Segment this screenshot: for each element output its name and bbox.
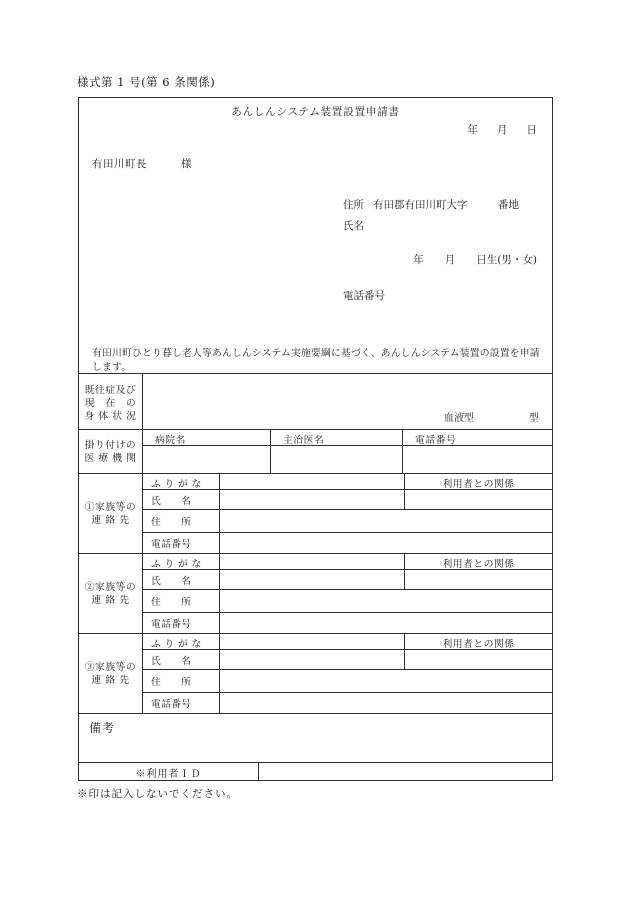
address-banchi-label: 番地 xyxy=(498,199,519,211)
medical-institution-label-row xyxy=(143,430,552,446)
medical-institution-header-line: 掛り付けの xyxy=(84,439,137,451)
name-label: 氏 名 xyxy=(143,570,220,589)
furigana-label: ふ り が な xyxy=(143,634,220,649)
name-label: 氏 名 xyxy=(143,650,220,669)
contact-1-name-input-cell xyxy=(220,490,405,509)
address-label: 住所 xyxy=(343,199,364,211)
contact-2-header-line: 連 絡 先 xyxy=(91,594,130,606)
contact-1-header-line: 連 絡 先 xyxy=(91,514,130,526)
contact-block-3 xyxy=(79,633,552,713)
contact-2-header xyxy=(79,554,143,633)
birth-day-sex-label: 日生(男・女) xyxy=(476,254,537,266)
contact-1-header xyxy=(79,474,143,553)
address-value: 有田郡有田川町大字 xyxy=(373,199,468,211)
contact-2-relation-input-cell xyxy=(405,570,552,589)
relation-label: 利用者との関係 xyxy=(442,639,515,650)
medical-institution-body xyxy=(143,430,552,473)
relation-label: 利用者との関係 xyxy=(442,559,515,570)
contact-1-relation-input-cell xyxy=(405,490,552,509)
contact-2-name-row xyxy=(143,570,552,590)
medical-institution-header xyxy=(79,430,143,473)
contact-3-furigana-input-cell xyxy=(220,634,405,649)
contact-2-furigana-input-cell xyxy=(220,554,405,569)
remarks-input-cell xyxy=(79,714,552,762)
application-form-box xyxy=(78,97,553,781)
contact-3-phone-input-cell xyxy=(220,693,552,713)
contact-2-furigana-row xyxy=(143,554,552,570)
hospital-phone-input-cell xyxy=(403,446,552,473)
hospital-name-label: 病院名 xyxy=(143,430,271,445)
medical-history-input-cell xyxy=(143,374,552,429)
date-year-label: 年 xyxy=(467,124,478,136)
blood-type-unit-label: 型 xyxy=(529,413,539,424)
address-label: 住 所 xyxy=(143,670,220,692)
contact-block-1 xyxy=(79,473,552,553)
phone-label: 電話番号 xyxy=(143,613,220,633)
birthdate-line xyxy=(413,252,537,267)
address-label: 住 所 xyxy=(143,590,220,612)
date-day-label: 日 xyxy=(526,124,537,136)
relation-label: 利用者との関係 xyxy=(442,479,515,490)
addressee-line xyxy=(92,156,192,171)
applicant-name-label: 氏名 xyxy=(343,220,364,232)
medical-institution-value-row xyxy=(143,446,552,473)
form-table xyxy=(79,373,552,781)
contact-3-name-input-cell xyxy=(220,650,405,669)
contact-3-header-line: 連 絡 先 xyxy=(91,674,130,686)
user-id-input-cell xyxy=(259,763,552,781)
furigana-label: ふ り が な xyxy=(143,554,220,569)
contact-1-header-line: ①家族等の xyxy=(84,501,137,513)
phone-label: 電話番号 xyxy=(143,533,220,553)
footnote: ※印は記入しないでください。 xyxy=(77,788,238,800)
contact-2-address-input-cell xyxy=(220,590,552,612)
contact-1-address-row xyxy=(143,510,552,533)
contact-1-name-row xyxy=(143,490,552,510)
doctor-name-input-cell xyxy=(271,446,403,473)
contact-3-address-row xyxy=(143,670,552,693)
remarks-label: 備考 xyxy=(89,721,116,735)
applicant-phone-label: 電話番号 xyxy=(343,290,385,302)
medical-institution-header-line: 医 療 機 関 xyxy=(84,452,137,464)
applicant-address-line xyxy=(343,197,552,212)
medical-history-row xyxy=(79,373,552,429)
medical-institution-row xyxy=(79,429,552,473)
user-id-row xyxy=(79,762,552,781)
medical-history-header-line: 現 在 の xyxy=(84,398,137,409)
contact-3-body xyxy=(143,634,552,713)
furigana-label: ふ り が な xyxy=(143,474,220,489)
contact-2-name-input-cell xyxy=(220,570,405,589)
addressee-honorific: 様 xyxy=(181,158,192,170)
contact-3-furigana-row xyxy=(143,634,552,650)
blood-type-label: 血液型 xyxy=(444,413,474,424)
contact-3-header-line: ③家族等の xyxy=(84,661,137,673)
contact-1-furigana-input-cell xyxy=(220,474,405,489)
date-line xyxy=(468,122,538,137)
remarks-row xyxy=(79,713,552,762)
medical-history-header-line: 身 体 状 況 xyxy=(84,411,137,422)
addressee-name: 有田川町長 xyxy=(92,158,147,170)
phone-label: 電話番号 xyxy=(143,693,220,713)
form-title: あんしんシステム装置設置申請書 xyxy=(231,106,400,118)
contact-1-phone-input-cell xyxy=(220,533,552,553)
medical-history-header-line: 既往症及び xyxy=(84,385,137,396)
contact-2-phone-row xyxy=(143,613,552,633)
contact-3-address-input-cell xyxy=(220,670,552,692)
address-label: 住 所 xyxy=(143,510,220,532)
contact-2-body xyxy=(143,554,552,633)
contact-1-body xyxy=(143,474,552,553)
birth-month-label: 月 xyxy=(444,254,456,266)
contact-1-address-input-cell xyxy=(220,510,552,532)
doctor-name-label: 主治医名 xyxy=(271,430,403,445)
birth-year-label: 年 xyxy=(413,254,424,266)
hospital-phone-label: 電話番号 xyxy=(415,435,457,446)
contact-3-header xyxy=(79,634,143,713)
user-id-label: ※利用者ＩＤ xyxy=(79,763,259,781)
contact-3-relation-input-cell xyxy=(405,650,552,669)
contact-3-name-row xyxy=(143,650,552,670)
contact-2-header-line: ②家族等の xyxy=(84,581,137,593)
contact-2-phone-input-cell xyxy=(220,613,552,633)
contact-1-furigana-row xyxy=(143,474,552,490)
contact-3-phone-row xyxy=(143,693,552,713)
contact-block-2 xyxy=(79,553,552,633)
date-month-label: 月 xyxy=(497,124,508,136)
name-label: 氏 名 xyxy=(143,490,220,509)
contact-1-phone-row xyxy=(143,533,552,553)
declaration-text: 有田川町ひとり暮し老人等あんしんシステム実施要綱に基づく、あんしんシステム装置の設置を申請します。 xyxy=(92,348,540,373)
form-number: 様式第 1 号(第 6 条関係) xyxy=(77,75,216,89)
hospital-name-input-cell xyxy=(143,446,271,473)
medical-history-header xyxy=(79,374,143,429)
contact-2-address-row xyxy=(143,590,552,613)
